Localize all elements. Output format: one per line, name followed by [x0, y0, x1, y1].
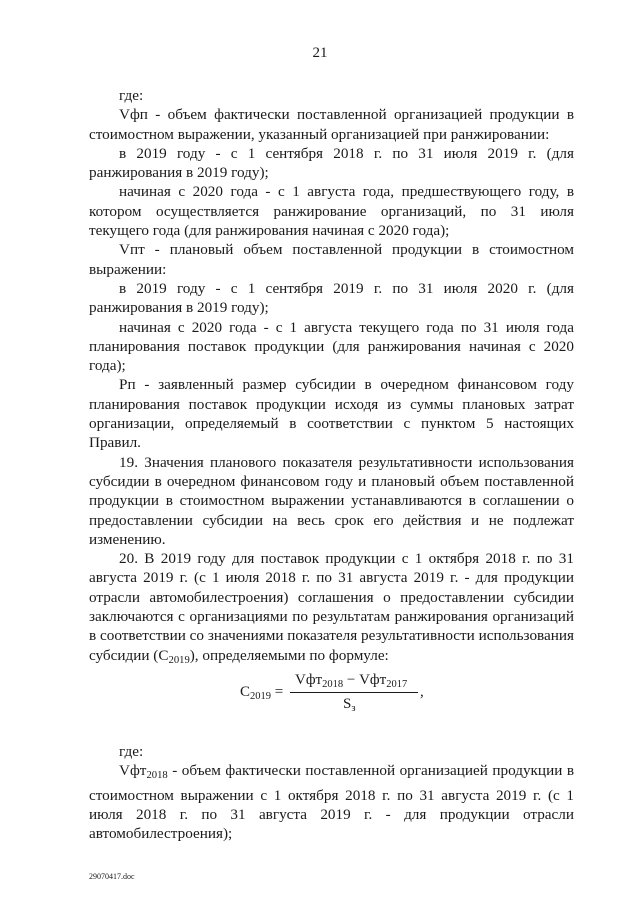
formula-equals: = [271, 684, 284, 700]
formula-den: S [343, 696, 352, 712]
formula [240, 672, 430, 716]
paragraph-19: 19. Значения планового показателя результативности использования субсидии в очередном финансовом году и плановый объем поставленной продукции в стоимостном выражении устанавливаются в соглашении о предоставлении субсидии на весь срок его действия и не подлежат изменению. [89, 453, 574, 548]
body-text [89, 86, 574, 670]
formula-num-a: Vфт [295, 672, 323, 688]
formula-lhs-symbol: C [240, 684, 251, 700]
formula-num-b: Vфт [359, 672, 387, 688]
paragraph-vfp-2019: в 2019 году - с 1 сентября 2018 г. по 31 июля 2019 г. (для ранжирования в 2019 году); [89, 144, 574, 182]
paragraph-vpt-2020: начиная с 2020 года - с 1 августа текущего года по 31 июля года планирования поставок продукции (для ранжирования начиная с 2020 года); [89, 318, 574, 375]
paragraph-vfp-2020: начиная с 2020 года - с 1 августа года, предшествующего году, в котором осуществляется ранжирование организаций, по 31 июля текущего года (для ранжирования начиная с 2020 года); [89, 183, 574, 240]
formula-numerator [295, 672, 407, 690]
paragraph-20-subscript: 2019 [168, 654, 190, 666]
paragraph-vpt-2019: в 2019 году - с 1 сентября 2019 г. по 31 июля 2020 г. (для ранжирования в 2019 году); [89, 279, 574, 317]
formula-comma: , [420, 684, 424, 700]
formula-denominator [343, 696, 356, 714]
fraction-bar [290, 692, 418, 693]
paragraph-lower-where: где: [119, 743, 144, 760]
paragraph-20-tail: ), определяемыми по формуле: [189, 646, 389, 664]
paragraph-vft-definition [89, 761, 574, 843]
vft-symbol: Vфт [119, 762, 147, 780]
paragraph-vpt-definition: Vпт - плановый объем поставленной продукции в стоимостном выражении: [89, 241, 574, 278]
paragraph-vfp-definition: Vфп - объем фактически поставленной организацией продукции в стоимостном выражении, указанный организацией при ранжировании: [89, 106, 574, 143]
paragraph-20-text: 20. В 2019 году для поставок продукции с 1 октября 2018 г. по 31 августа 2019 г. (с 1 июля 2018 г. по 31 августа 2019 г. - для продукции отрасли автомобилестроения) соглашения о предоставлении субсидии заключаются с организациями по результатам ранжирования организаций в соответствии со значениями показателя результативности использования субсидии (C [89, 550, 574, 664]
formula-num-a-subscript: 2018 [322, 679, 344, 690]
vft-subscript: 2018 [146, 770, 168, 782]
footer-doc-code: 29070417.doc [89, 872, 135, 881]
formula-lhs-subscript: 2019 [250, 691, 272, 702]
paragraph-20 [89, 549, 574, 670]
paragraph-where: где: [119, 87, 144, 104]
vft-text: - объем фактически поставленной организацией продукции в стоимостном выражении с 1 октября 2018 г. по 31 августа 2019 г. (с 1 июля 2018 г. по 31 августа 2019 г. - для продукции отрасли автомобилестроения); [89, 762, 574, 843]
formula-lhs [240, 684, 283, 702]
formula-num-b-subscript: 2017 [386, 679, 408, 690]
formula-minus: − [343, 672, 360, 688]
paragraph-pp-definition: Pп - заявленный размер субсидии в очередном финансовом году планирования поставок продукции исходя из суммы плановых затрат организации, определяемый в соответствии с пунктом 5 настоящих Правил. [89, 376, 574, 452]
page-number: 21 [312, 45, 328, 61]
formula-den-subscript: з [351, 703, 356, 714]
lower-text [89, 742, 574, 843]
